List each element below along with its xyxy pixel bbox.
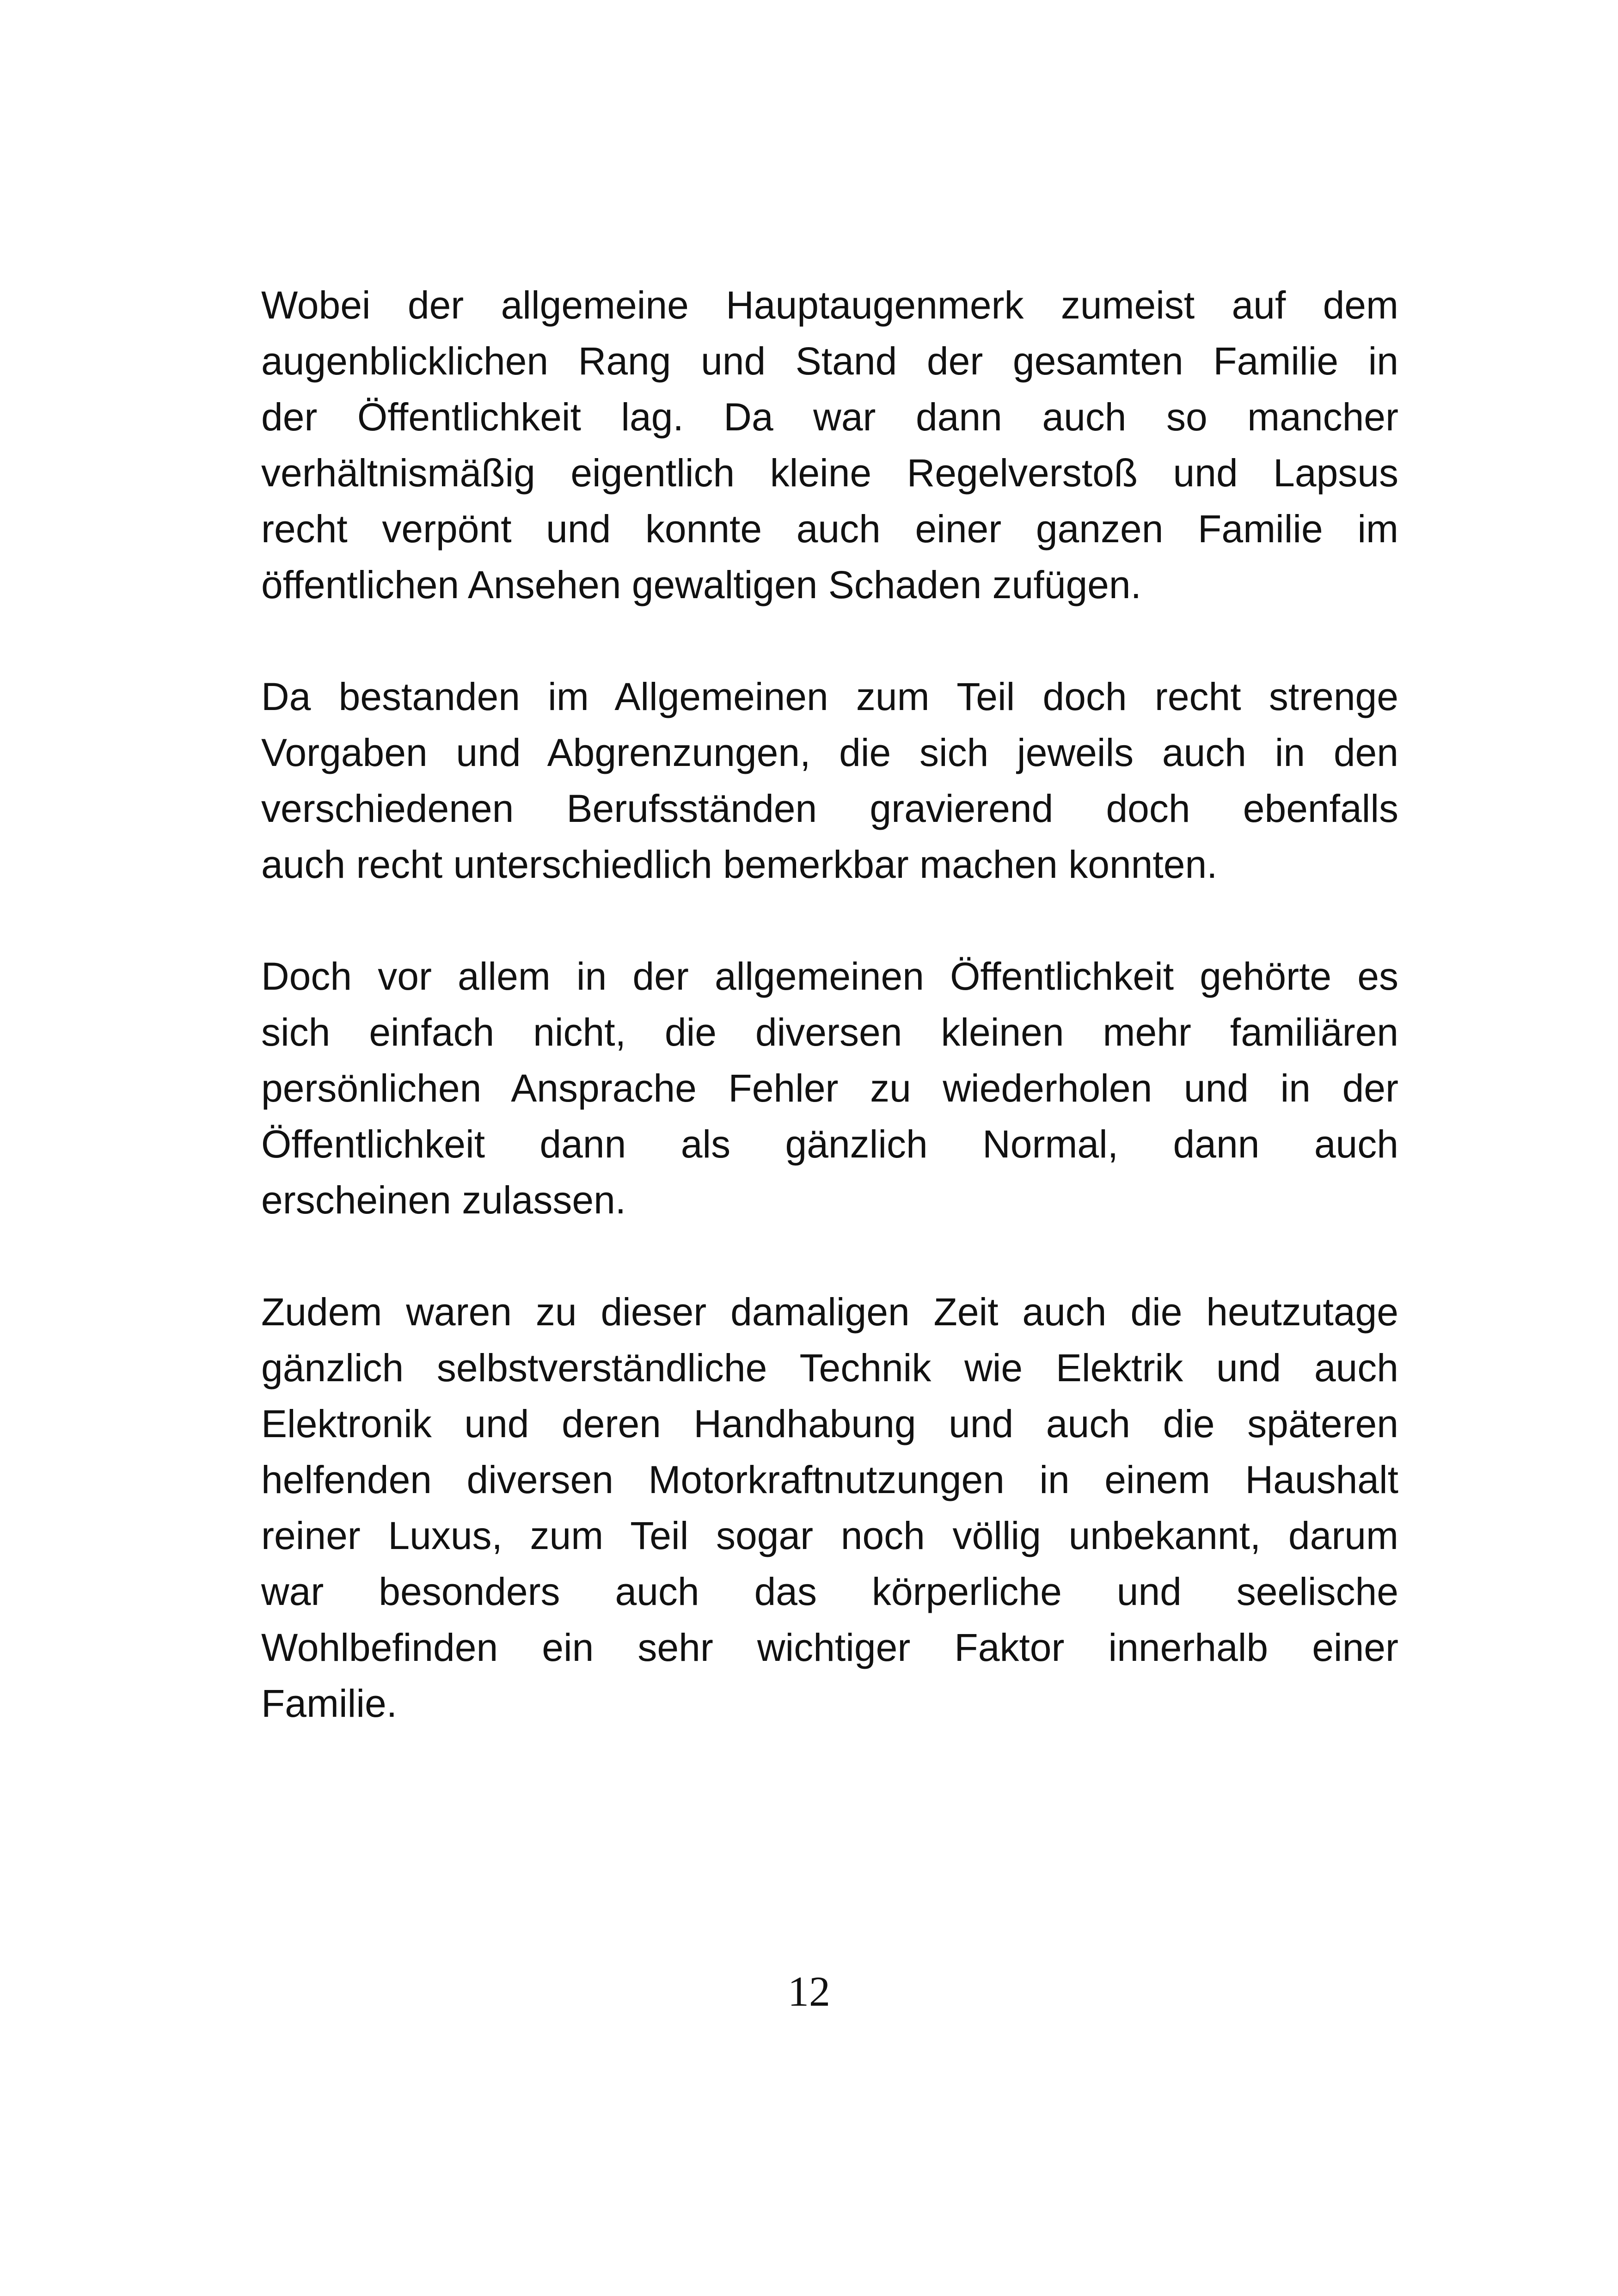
text-line: Da bestanden im Allgemeinen zum Teil doch recht strenge bbox=[261, 675, 1398, 718]
text-line: Wohlbefinden ein sehr wichtiger Faktor innerhalb einer bbox=[261, 1626, 1398, 1669]
page-number: 12 bbox=[788, 1968, 830, 2015]
text-line: Vorgaben und Abgrenzungen, die sich jeweils auch in den bbox=[261, 731, 1398, 774]
text-line: augenblicklichen Rang und Stand der gesamten Familie in bbox=[261, 339, 1398, 383]
text-line: der Öffentlichkeit lag. Da war dann auch so mancher bbox=[261, 395, 1398, 439]
paragraph bbox=[261, 949, 1398, 1228]
text-line: Doch vor allem in der allgemeinen Öffentlichkeit gehörte es bbox=[261, 955, 1398, 998]
text-line: persönlichen Ansprache Fehler zu wiederholen und in der bbox=[261, 1066, 1398, 1110]
body-text bbox=[261, 277, 1398, 1732]
paragraph-spacer bbox=[261, 1228, 1398, 1284]
text-line: öffentlichen Ansehen gewaltigen Schaden zufügen. bbox=[261, 563, 1141, 606]
paragraph-spacer bbox=[261, 893, 1398, 949]
text-line: verschiedenen Berufsständen gravierend doch ebenfalls bbox=[261, 787, 1398, 830]
text-line: helfenden diversen Motorkraftnutzungen in einem Haushalt bbox=[261, 1458, 1398, 1501]
text-line: Elektronik und deren Handhabung und auch die späteren bbox=[261, 1402, 1398, 1445]
paragraph-spacer bbox=[261, 613, 1398, 669]
text-line: verhältnismäßig eigentlich kleine Regelverstoß und Lapsus bbox=[261, 451, 1398, 495]
text-line: war besonders auch das körperliche und seelische bbox=[261, 1570, 1398, 1613]
text-line: Zudem waren zu dieser damaligen Zeit auch die heutzutage bbox=[261, 1290, 1398, 1334]
text-line: Öffentlichkeit dann als gänzlich Normal, dann auch bbox=[261, 1122, 1398, 1166]
paragraph bbox=[261, 1284, 1398, 1732]
text-line: Wobei der allgemeine Hauptaugenmerk zumeist auf dem bbox=[261, 283, 1398, 327]
paragraph bbox=[261, 669, 1398, 893]
text-line: Familie. bbox=[261, 1682, 398, 1725]
paragraph bbox=[261, 277, 1398, 613]
text-line: gänzlich selbstverständliche Technik wie Elektrik und auch bbox=[261, 1346, 1398, 1390]
text-line: reiner Luxus, zum Teil sogar noch völlig unbekannt, darum bbox=[261, 1514, 1398, 1557]
text-line: sich einfach nicht, die diversen kleinen mehr familiären bbox=[261, 1010, 1398, 1054]
text-line: auch recht unterschiedlich bemerkbar machen konnten. bbox=[261, 843, 1218, 886]
text-line: recht verpönt und konnte auch einer ganzen Familie im bbox=[261, 507, 1398, 551]
text-line: erscheinen zulassen. bbox=[261, 1178, 626, 1222]
